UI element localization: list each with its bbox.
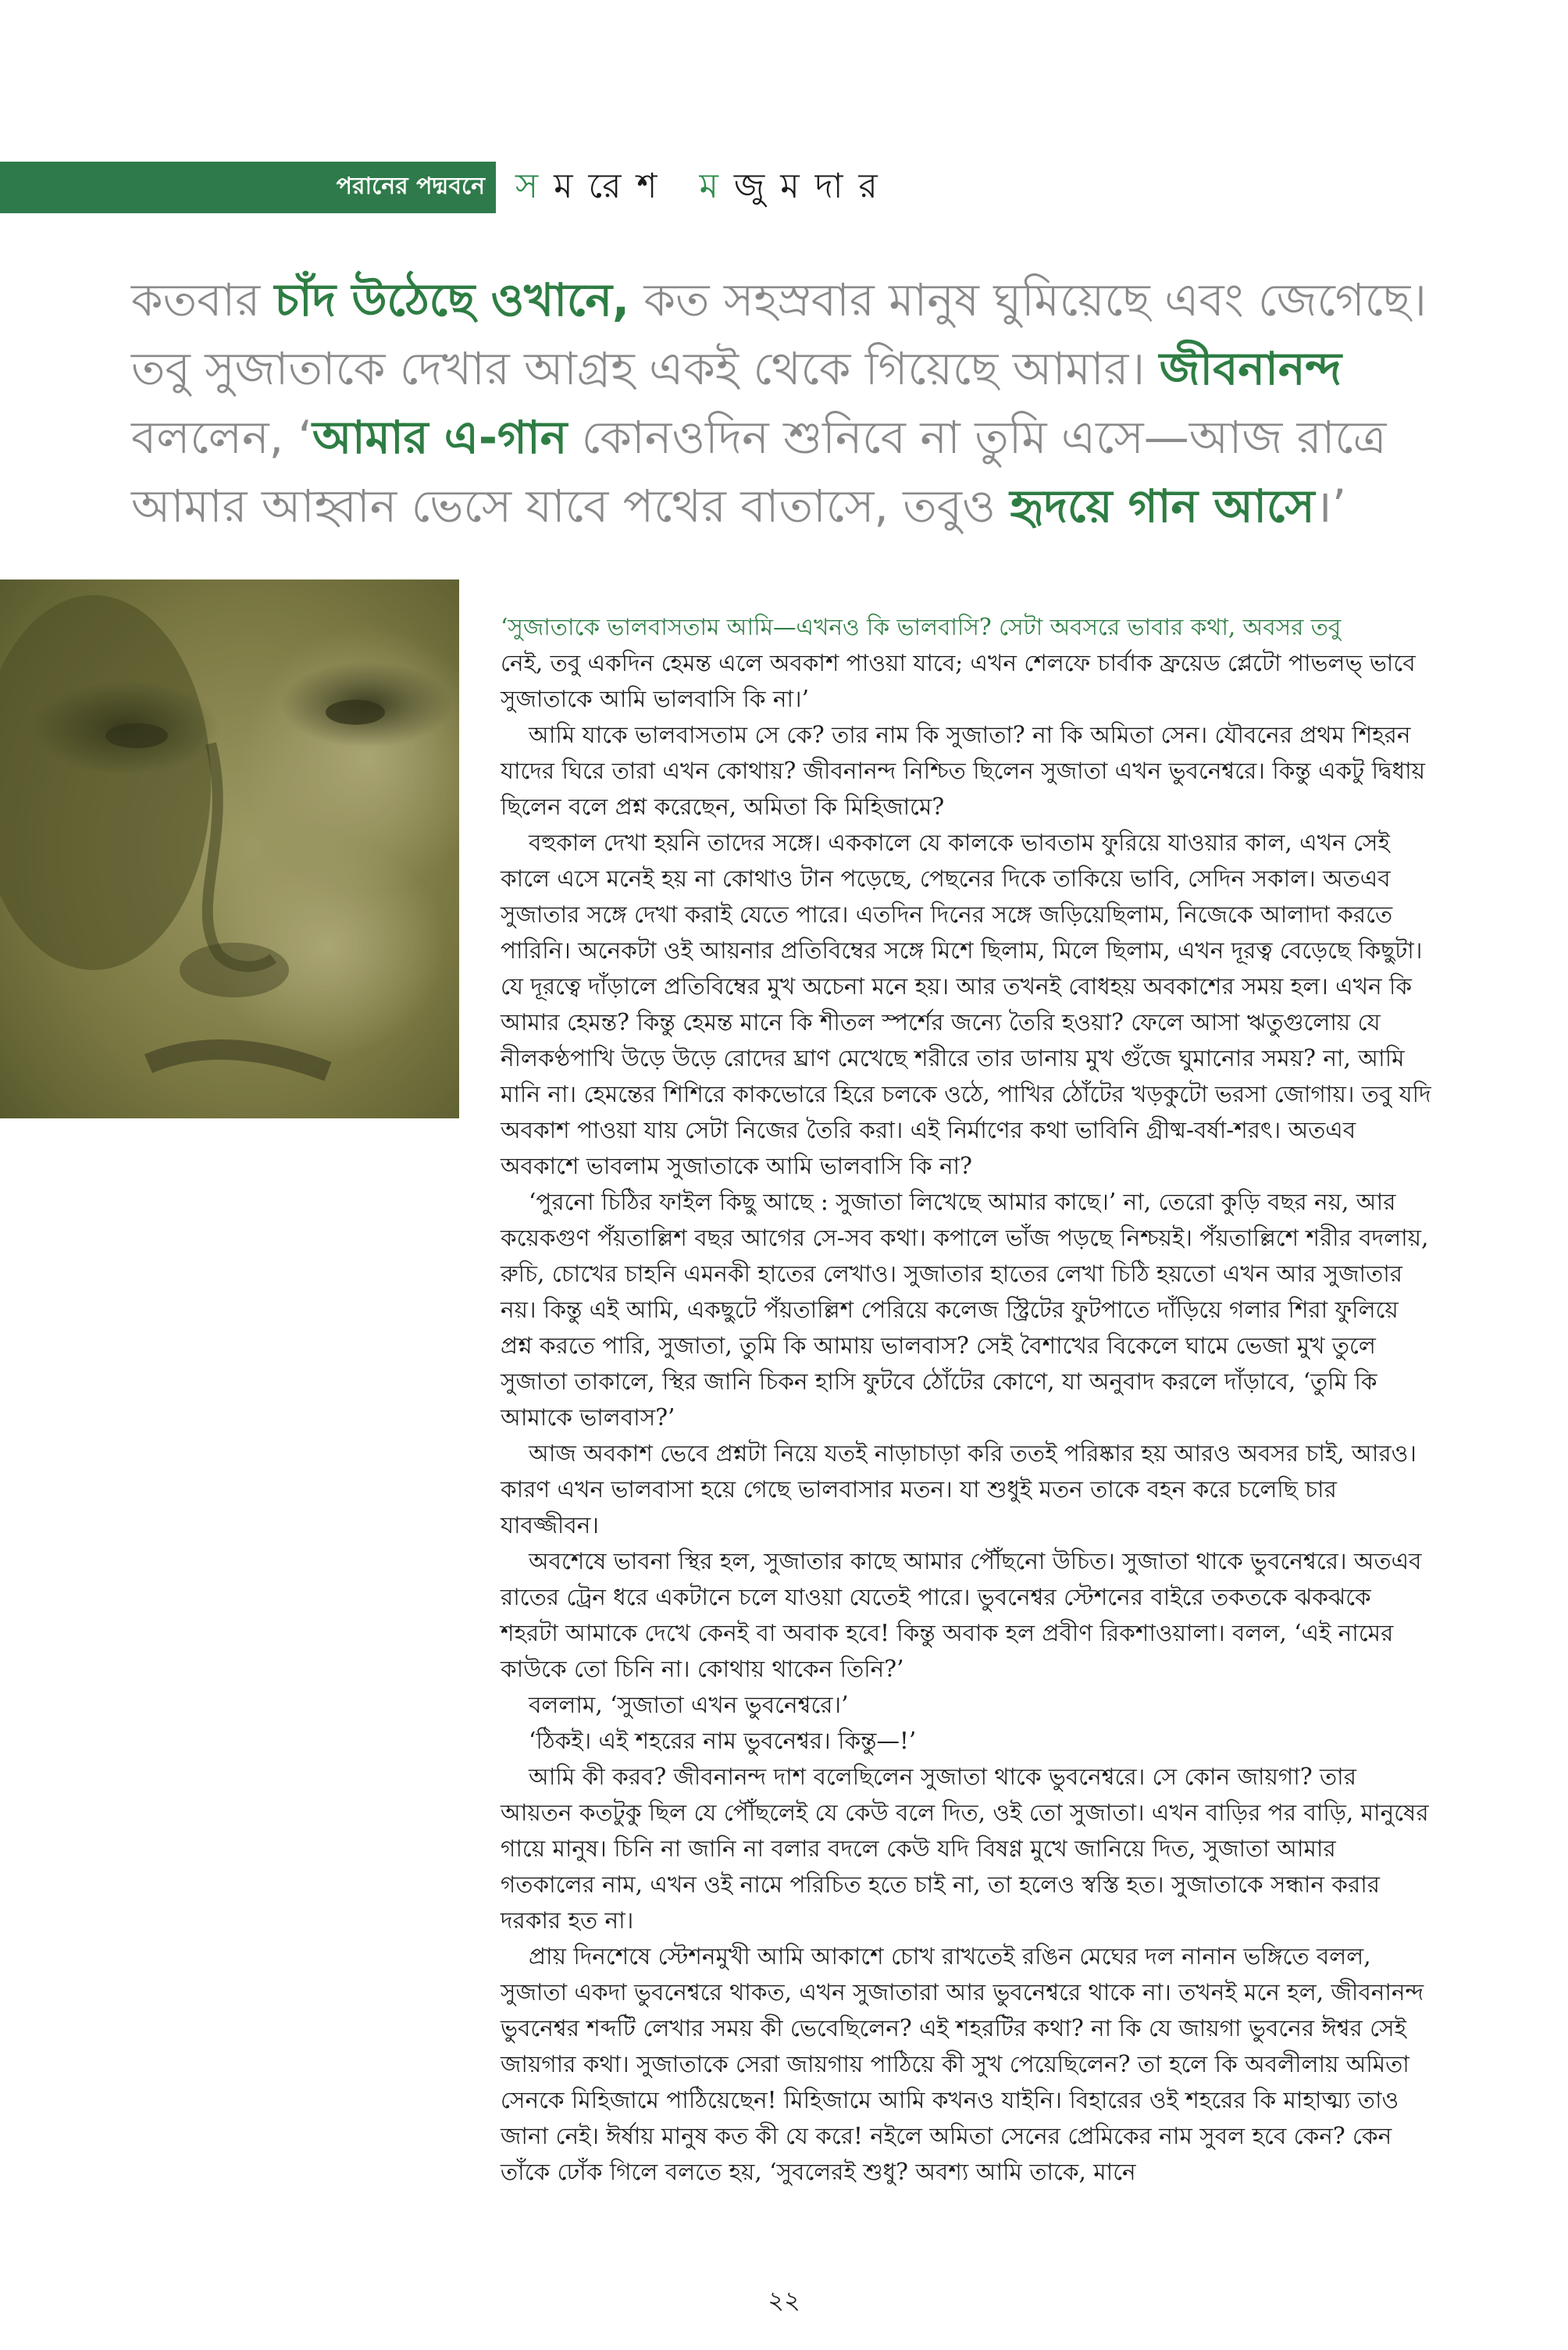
portrait-image <box>0 579 459 1118</box>
intro-line-2 <box>131 334 1474 403</box>
intro-text: কোনওদিন শুনিবে না তুমি এসে—আজ রাত্রে <box>567 411 1387 464</box>
article-paragraph: ‘ঠিকই। এই শহরের নাম ভুবনেশ্বর। কিন্তু—!’ <box>529 1728 917 1754</box>
article-paragraph: প্রায় দিনশেষে স্টেশনমুখী আমি আকাশে চোখ রাখতেই রঙিন মেঘের দল নানান ভঙ্গিতে বলল, সুজাতা একদা ভুবনেশ্বরে থাকত, এখন সুজাতারা আর ভুবনেশ্বরে থাকে না। তখনই মনে হল, জীবনানন্দ ভুবনেশ্বর শব্দটি লেখার সময় কী ভেবেছিলেন? এই শহরটির কথা? না কি যে জায়গা ভুবনের ঈশ্বর সেই জায়গার কথা। সুজাতাকে সেরা জায়গায় পাঠিয়ে কী সুখ পেয়েছিলেন? তা হলে কি অবলীলায় অমিতা সেনকে মিহিজামে পাঠিয়েছেন! মিহিজামে আমি কখনও যাইনি। বিহারের ওই শহরের কি মাহাত্ম্য তাও জানা নেই। ঈর্ষায় মানুষ কত কী যে করে! নইলে অমিতা সেনের প্রেমিকের নাম সুবল হবে কেন? কেন তাঁকে ঢোঁক গিলে বলতে হয়, ‘সুবলেরই শুধু? অবশ্য আমি তাকে, মানে <box>501 1943 1424 2185</box>
series-title: পরানের পদ্মবনে <box>336 173 485 200</box>
article-paragraph: আজ অবকাশ ভেবে প্রশ্নটা নিয়ে যতই নাড়াচাড়া করি ততই পরিষ্কার হয় আরও অবসর চাই, আরও। কারণ এখন ভালবাসা হয়ে গেছে ভালবাসার মতন। যা শুধুই মতন তাকে বহন করে চলেছি চার যাবজ্জীবন। <box>501 1440 1417 1539</box>
intro-text: কতবার <box>131 273 275 326</box>
author-initial-last: ম <box>699 166 734 206</box>
article-paragraph: অবশেষে ভাবনা স্থির হল, সুজাতার কাছে আমার পৌঁছনো উচিত। সুজাতা থাকে ভুবনেশ্বরে। অতএব রাতের ট্রেন ধরে একটানে চলে যাওয়া যেতেই পারে। ভুবনেশ্বর স্টেশনের বাইরে তকতকে ঝকঝকে শহরটা আমাকে দেখে কেনই বা অবাক হবে! কিন্তু অবাক হল প্রবীণ রিকশাওয়ালা। বলল, ‘এই নামের কাউকে তো চিনি না। কোথায় থাকেন তিনি?’ <box>501 1548 1422 1682</box>
author-initial-first: স <box>515 166 554 206</box>
page-number: ২২ <box>768 2285 800 2315</box>
series-banner <box>0 162 496 213</box>
intro-text: কত সহস্রবার মানুষ ঘুমিয়েছে এবং জেগেছে। <box>629 273 1427 326</box>
author-first-name-rest: মরেশ <box>554 166 673 206</box>
intro-pull-quote <box>131 266 1474 540</box>
article-paragraph <box>501 609 1434 717</box>
author-last-name-rest: জুমদার <box>733 166 893 206</box>
intro-line-1 <box>131 266 1474 334</box>
article-paragraph: আমি যাকে ভালবাসতাম সে কে? তার নাম কি সুজাতা? না কি অমিতা সেন। যৌবনের প্রথম শিহরন যাদের ঘিরে তারা এখন কোথায়? জীবনানন্দ নিশ্চিত ছিলেন সুজাতা এখন ভুবনেশ্বরে। কিন্তু একটু দ্বিধায় ছিলেন বলে প্রশ্ন করেছেন, অমিতা কি মিহিজামে? <box>501 722 1426 820</box>
opening-quote: ‘সুজাতাকে ভালবাসতাম আমি—এখনও কি ভালবাসি? সেটা অবসরে ভাবার কথা, অবসর তবু <box>501 614 1342 640</box>
article-paragraph: আমি কী করব? জীবনানন্দ দাশ বলেছিলেন সুজাতা থাকে ভুবনেশ্বরে। সে কোন জায়গা? তার আয়তন কতটুকু ছিল যে পৌঁছলেই যে কেউ বলে দিত, ওই তো সুজাতা। এখন বাড়ির পর বাড়ি, মানুষের গায়ে মানুষ। চিনি না জানি না বলার বদলে কেউ যদি বিষণ্ণ মুখে জানিয়ে দিত, সুজাতা আমার গতকালের নাম, এখন ওই নামে পরিচিত হতে চাই না, তা হলেও স্বস্তি হত। সুজাতাকে সন্ধান করার দরকার হত না। <box>501 1763 1429 1934</box>
intro-text: আমার আহ্বান ভেসে যাবে পথের বাতাসে, তবুও <box>131 480 1010 533</box>
intro-text: ।’ <box>1314 480 1347 533</box>
intro-highlight: চাঁদ উঠেছে ওখানে, <box>274 273 630 326</box>
author-name <box>515 160 893 217</box>
article-paragraph: বললাম, ‘সুজাতা এখন ভুবনেশ্বরে।’ <box>529 1692 849 1718</box>
intro-text: বললেন, ‘ <box>131 411 312 464</box>
intro-line-3 <box>131 403 1474 472</box>
article-body <box>501 609 1434 2190</box>
portrait-illustration <box>0 579 459 1118</box>
intro-highlight: আমার এ-গান <box>312 411 568 464</box>
opening-quote-rest: নেই, তবু একদিন হেমন্ত এলে অবকাশ পাওয়া যাবে; এখন শেলফে চার্বাক ফ্রয়েড প্লেটো পাভলভ্ ভাবে সুজাতাকে আমি ভালবাসি কি না।’ <box>501 650 1416 712</box>
article-paragraph: ‘পুরনো চিঠির ফাইল কিছু আছে : সুজাতা লিখেছে আমার কাছে।’ না, তেরো কুড়ি বছর নয়, আর কয়েকগুণ পঁয়তাল্লিশ বছর আগের সে-সব কথা। কপালে ভাঁজ পড়ছে নিশ্চয়ই। পঁয়তাল্লিশে শরীর বদলায়, রুচি, চোখের চাহনি এমনকী হাতের লেখাও। সুজাতার হাতের লেখা চিঠি হয়তো এখন আর সুজাতার নয়। কিন্তু এই আমি, একছুটে পঁয়তাল্লিশ পেরিয়ে কলেজ স্ট্রিটের ফুটপাতে দাঁড়িয়ে গলার শিরা ফুলিয়ে প্রশ্ন করতে পারি, সুজাতা, তুমি কি আমায় ভালবাস? সেই বৈশাখের বিকেলে ঘামে ভেজা মুখ তুলে সুজাতা তাকালে, স্থির জানি চিকন হাসি ফুটবে ঠোঁটের কোণে, যা অনুবাদ করলে দাঁড়াবে, ‘তুমি কি আমাকে ভালবাস?’ <box>501 1189 1429 1431</box>
intro-highlight: জীবনানন্দ <box>1159 342 1342 395</box>
intro-text: তবু সুজাতাকে দেখার আগ্রহ একই থেকে গিয়েছে আমার। <box>131 342 1160 395</box>
intro-line-4 <box>131 472 1474 540</box>
article-paragraph: বহুকাল দেখা হয়নি তাদের সঙ্গে। এককালে যে কালকে ভাবতাম ফুরিয়ে যাওয়ার কাল, এখন সেই কালে এসে মনেই হয় না কোথাও টান পড়েছে, পেছনের দিকে তাকিয়ে ভাবি, সেদিন সকাল। অতএব সুজাতার সঙ্গে দেখা করাই যেতে পারে। এতদিন দিনের সঙ্গে জড়িয়েছিলাম, নিজেকে আলাদা করতে পারিনি। অনেকটা ওই আয়নার প্রতিবিম্বের সঙ্গে মিশে ছিলাম, মিলে ছিলাম, এখন দূরত্ব বেড়েছে কিছুটা। যে দূরত্বে দাঁড়ালে প্রতিবিম্বের মুখ অচেনা মনে হয়। আর তখনই বোধহয় অবকাশের সময় হল। এখন কি আমার হেমন্ত? কিন্তু হেমন্ত মানে কি শীতল স্পর্শের জন্যে তৈরি হওয়া? ফেলে আসা ঋতুগুলোয় যে নীলকণ্ঠপাখি উড়ে উড়ে রোদের ঘ্রাণ মেখেছে শরীরে তার ডানায় মুখ গুঁজে ঘুমানোর সময়? না, আমি মানি না। হেমন্তের শিশিরে কাকভোরে হিরে চলকে ওঠে, পাখির ঠোঁটের খড়কুটো ভরসা জোগায়। তবু যদি অবকাশ পাওয়া যায় সেটা নিজের তৈরি করা। এই নির্মাণের কথা ভাবিনি গ্রীষ্ম-বর্ষা-শরৎ। অতএব অবকাশে ভাবলাম সুজাতাকে আমি ভালবাসি কি না? <box>501 829 1431 1179</box>
intro-highlight: হৃদয়ে গান আসে <box>1010 480 1315 533</box>
